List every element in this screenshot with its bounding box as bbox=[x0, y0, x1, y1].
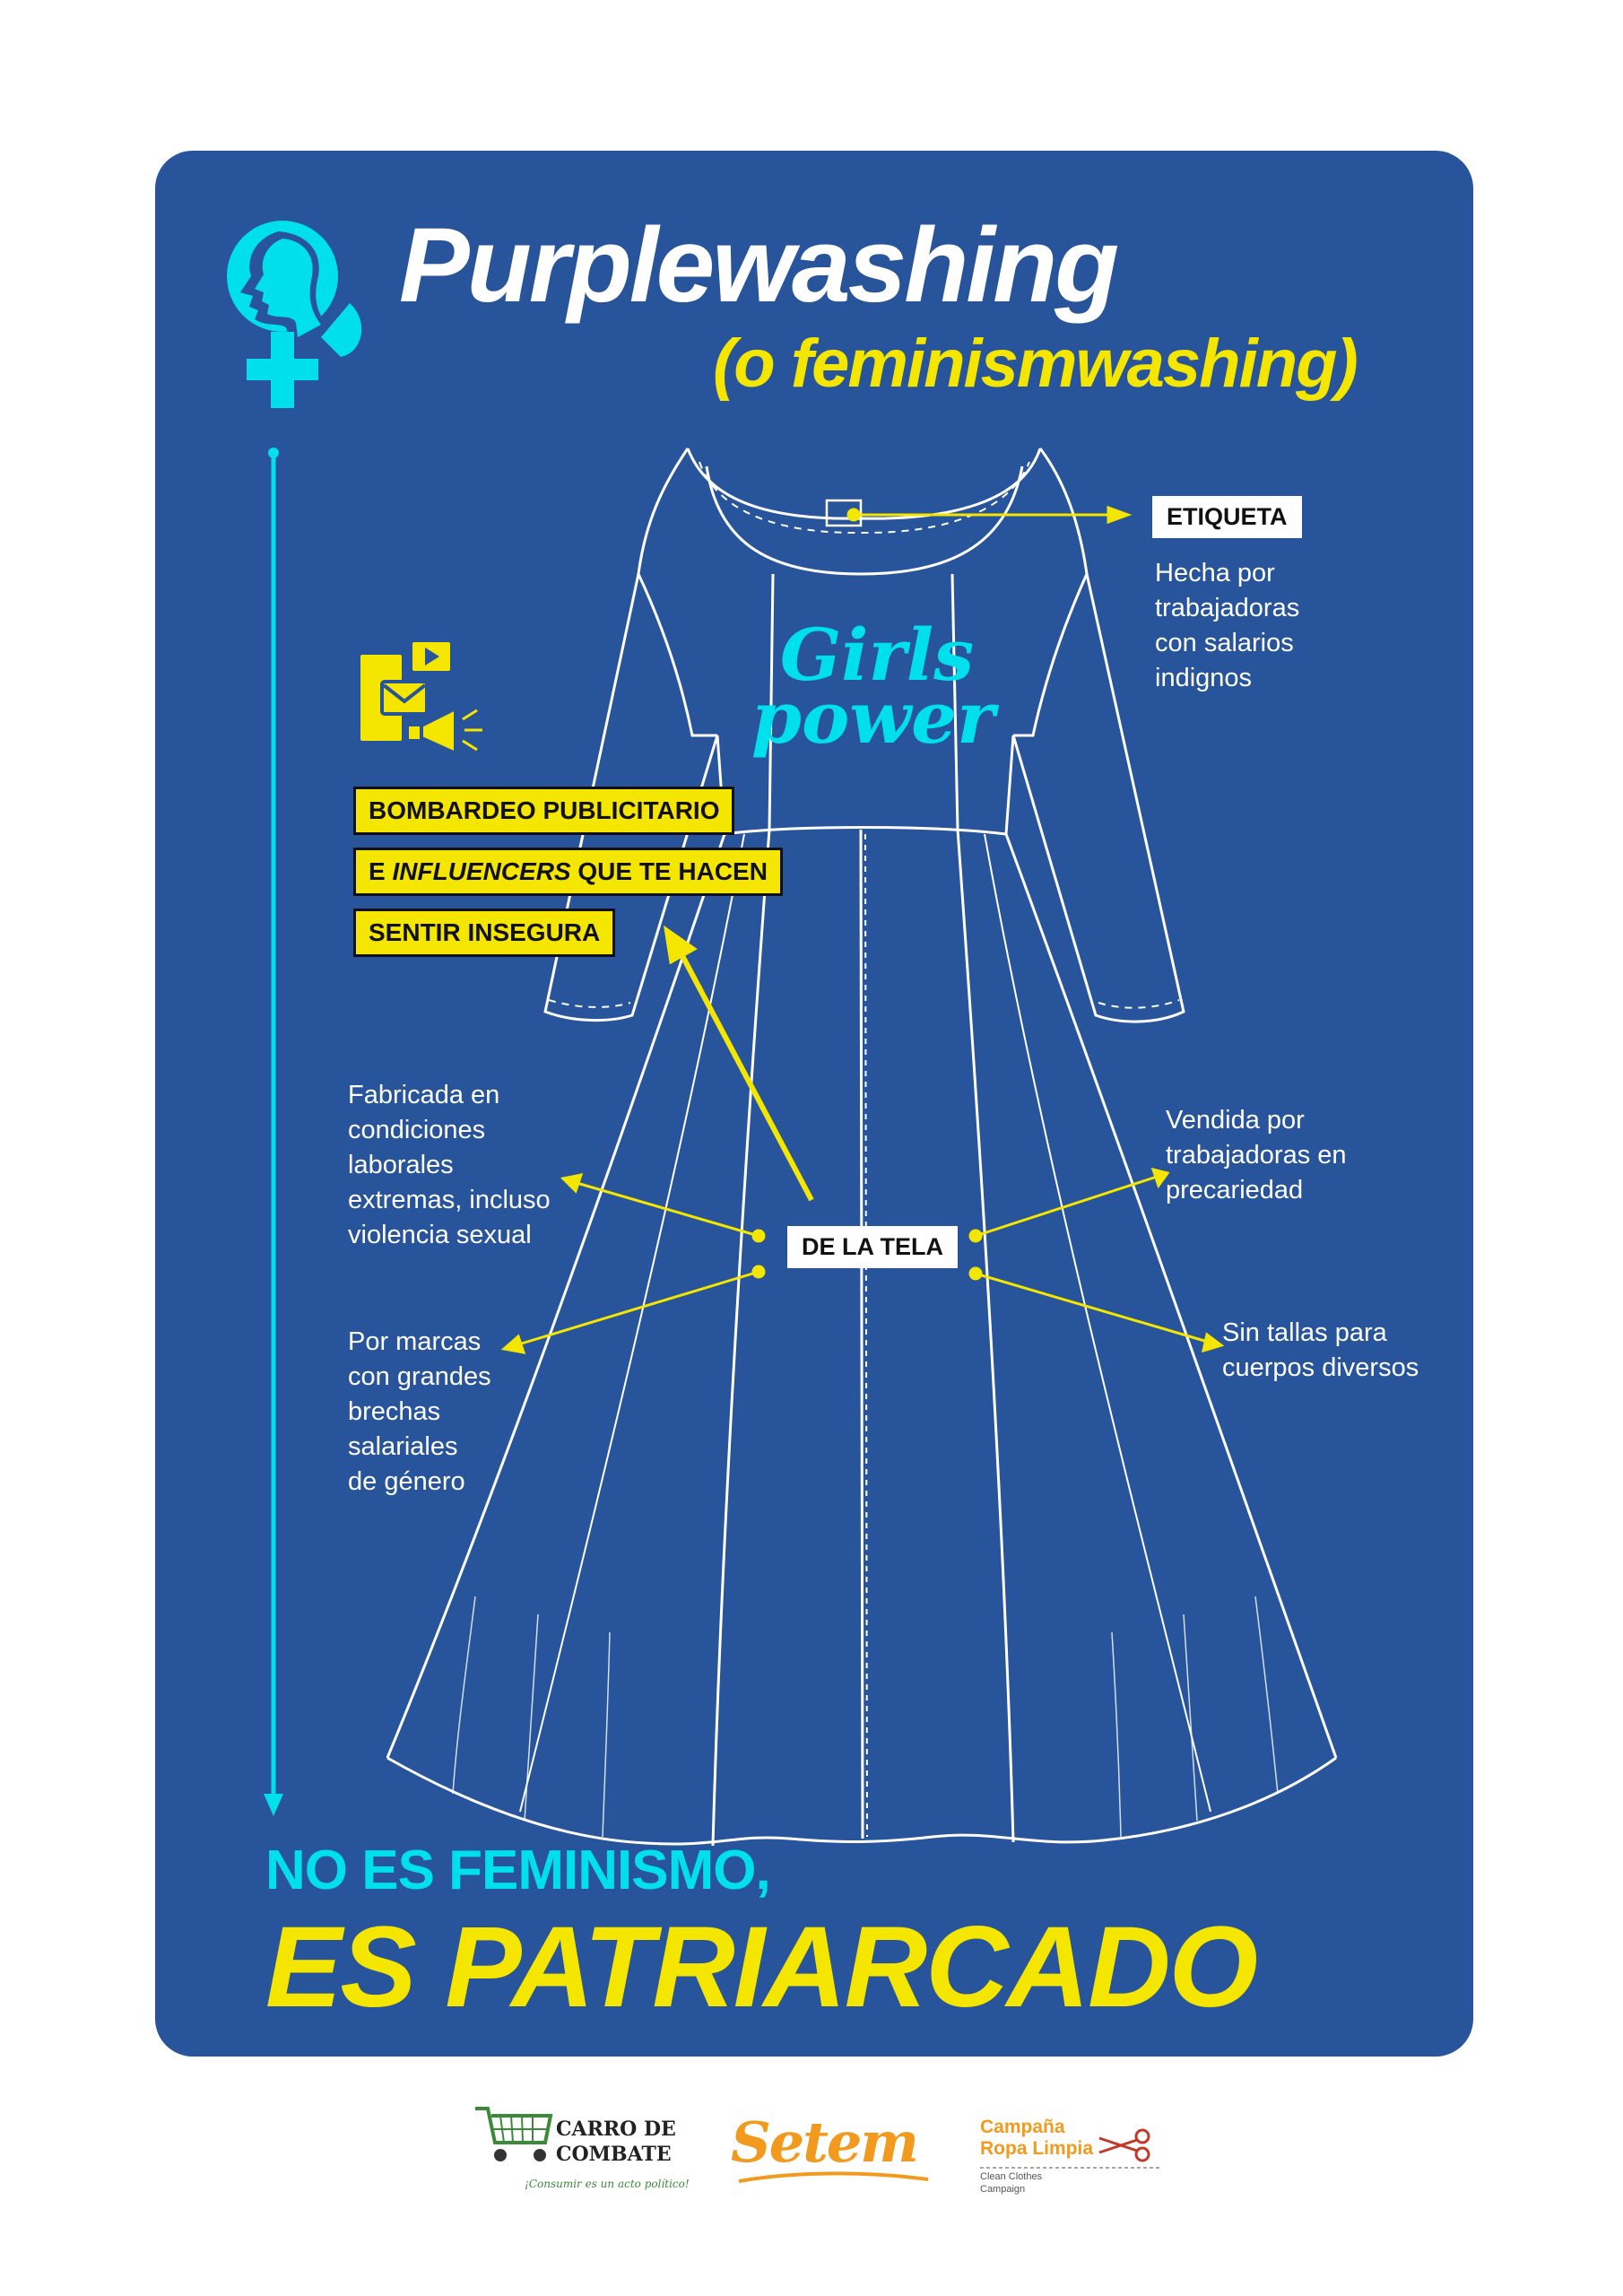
advertising-media-icon bbox=[357, 637, 491, 762]
slogan-line2: power bbox=[751, 675, 995, 760]
fabricada-note bbox=[348, 1078, 551, 1253]
note-line: Por marcas bbox=[348, 1327, 482, 1356]
note-line: laborales bbox=[348, 1151, 454, 1179]
scissors-icon bbox=[1096, 2127, 1159, 2163]
note-line: condiciones bbox=[348, 1116, 486, 1144]
note-line: con salarios bbox=[1155, 629, 1294, 657]
slogan-line1: Girls bbox=[779, 613, 975, 697]
ropa-limpia-logo bbox=[980, 2117, 1093, 2160]
ropa-line2: Ropa Limpia bbox=[980, 2138, 1094, 2159]
note-line: extremas, incluso bbox=[348, 1186, 551, 1214]
bombardeo-box-1: BOMBARDEO PUBLICITARIO bbox=[353, 787, 734, 835]
bombardeo-suffix: QUE TE HACEN bbox=[577, 857, 768, 885]
note-line: Hecha por bbox=[1155, 559, 1275, 587]
marcas-note bbox=[348, 1325, 491, 1500]
note-line: violencia sexual bbox=[348, 1221, 532, 1249]
tallas-note bbox=[1222, 1316, 1419, 1386]
note-line: trabajadoras bbox=[1155, 594, 1300, 622]
etiqueta-note bbox=[1155, 556, 1299, 696]
bombardeo-box-3: SENTIR INSEGURA bbox=[353, 909, 615, 957]
page-subtitle: (o feminismwashing) bbox=[713, 326, 1357, 402]
note-line: Sin tallas para bbox=[1222, 1318, 1387, 1347]
ropa-sub1: Clean Clothes bbox=[980, 2171, 1043, 2182]
vendida-note bbox=[1166, 1103, 1347, 1208]
page-title: Purplewashing bbox=[399, 206, 1117, 325]
ropa-line1: Campaña bbox=[980, 2117, 1065, 2137]
shopping-cart-icon bbox=[473, 2103, 554, 2166]
footer-line2: ES PATRIARCADO bbox=[265, 1903, 1257, 2031]
ropa-sub2: Campaign bbox=[980, 2184, 1026, 2195]
etiqueta-tag: ETIQUETA bbox=[1152, 496, 1302, 538]
note-line: brechas bbox=[348, 1397, 441, 1426]
bombardeo-box-2 bbox=[353, 848, 783, 896]
carro-line2: COMBATE bbox=[556, 2143, 672, 2166]
influencers-word: INFLUENCERS bbox=[392, 857, 571, 885]
note-line: salariales bbox=[348, 1432, 458, 1461]
carro-line1: CARRO DE bbox=[556, 2118, 676, 2141]
footer-line1: NO ES FEMINISMO, bbox=[265, 1839, 770, 1901]
note-line: de género bbox=[348, 1467, 465, 1496]
setem-logo: Setem bbox=[731, 2109, 917, 2175]
carro-tagline: ¡Consumir es un acto político! bbox=[525, 2178, 690, 2190]
bombardeo-prefix: E bbox=[369, 857, 393, 885]
de-la-tela-tag: DE LA TELA bbox=[787, 1226, 958, 1268]
ropa-sub bbox=[980, 2170, 1042, 2196]
note-line: Fabricada en bbox=[348, 1081, 500, 1109]
setem-swoosh bbox=[735, 2163, 933, 2190]
note-line: cuerpos diversos bbox=[1222, 1353, 1419, 1382]
note-line: con grandes bbox=[348, 1362, 491, 1391]
note-line: indignos bbox=[1155, 664, 1253, 692]
note-line: trabajadoras en bbox=[1166, 1141, 1347, 1170]
note-line: precariedad bbox=[1166, 1176, 1304, 1205]
note-line: Vendida por bbox=[1166, 1106, 1305, 1135]
carro-de-combate-logo bbox=[556, 2117, 676, 2167]
